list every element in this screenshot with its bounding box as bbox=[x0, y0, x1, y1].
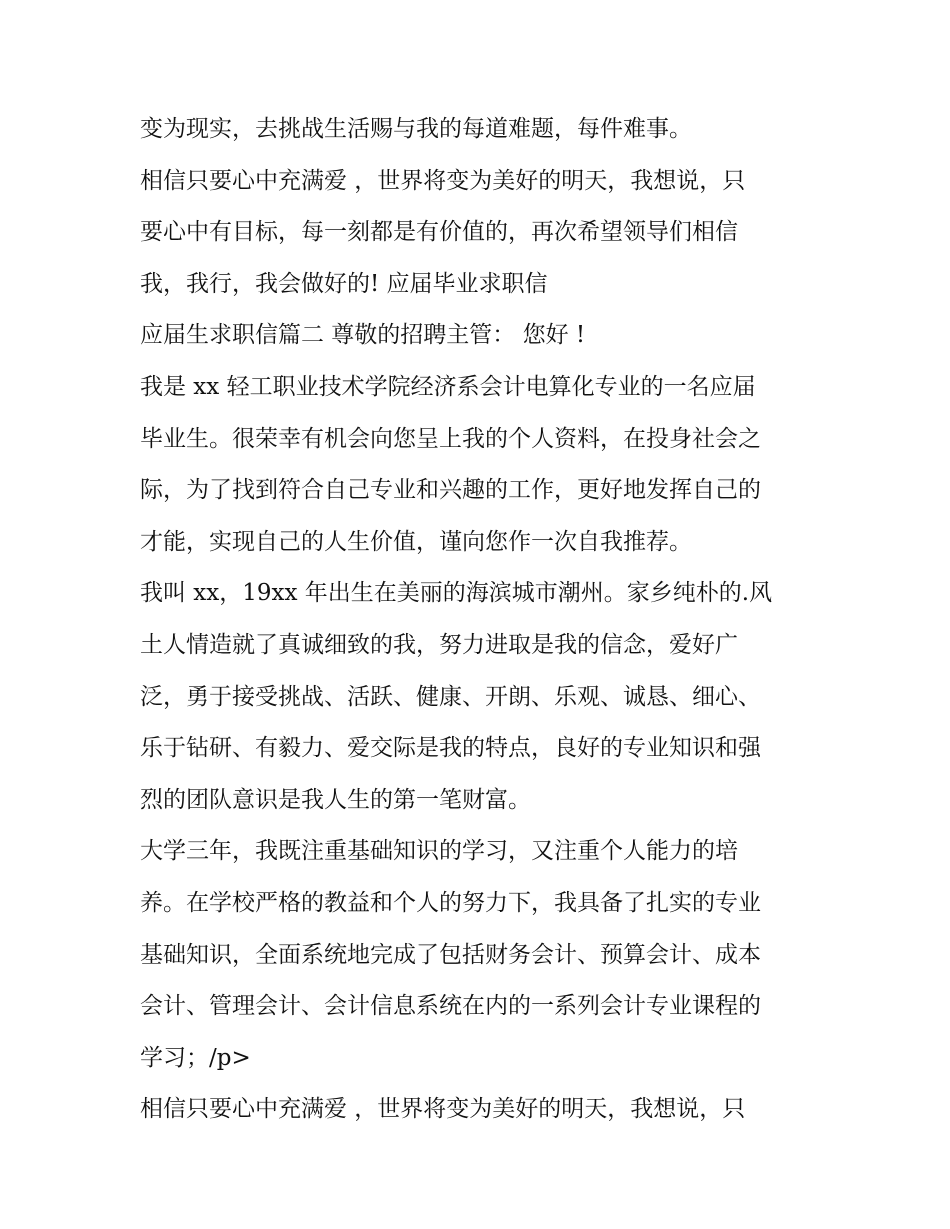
text-line: 乐于钻研、有毅力、爱交际是我的特点，良好的专业知识和强 bbox=[140, 735, 761, 762]
text-line: 烈的团队意识是我人生的第一笔财富。 bbox=[140, 786, 531, 813]
text-line: 相信只要心中充满爱 ，世界将变为美好的明天，我想说，只 bbox=[140, 167, 746, 194]
text-line: 会计、管理会计、会计信息系统在内的一系列会计专业课程的 bbox=[140, 993, 761, 1020]
text-line: 大学三年，我既注重基础知识的学习，又注重个人能力的培 bbox=[140, 838, 738, 865]
text-line: 我叫 xx，19xx 年出生在美丽的海滨城市潮州。家乡纯朴的.风 bbox=[140, 580, 773, 607]
text-line: 基础知识，全面系统地完成了包括财务会计、预算会计、成本 bbox=[140, 941, 761, 968]
section-heading-line: 应届生求职信篇二 尊敬的招聘主管： 您好 ! bbox=[140, 322, 586, 349]
text-line: 土人情造就了真诚细致的我，努力进取是我的信念，爱好广 bbox=[140, 631, 738, 658]
text-line: 变为现实，去挑战生活赐与我的每道难题，每件难事。 bbox=[140, 116, 692, 142]
text-line: 我是 xx 轻工职业技术学院经济系会计电算化专业的一名应届 bbox=[140, 373, 756, 400]
text-line: 养。在学校严格的教益和个人的努力下，我具备了扎实的专业 bbox=[140, 889, 761, 916]
text-line: 我，我行，我会做好的! 应届毕业求职信 bbox=[140, 270, 548, 297]
text-line: 际，为了找到符合自己专业和兴趣的工作，更好地发挥自己的 bbox=[140, 477, 761, 504]
text-line: 学习；/p> bbox=[140, 1044, 251, 1071]
body-text bbox=[140, 104, 820, 1136]
text-line: 相信只要心中充满爱 ，世界将变为美好的明天，我想说，只 bbox=[140, 1096, 746, 1123]
text-line: 要心中有目标，每一刻都是有价值的，再次希望领导们相信 bbox=[140, 219, 738, 246]
text-line: 才能，实现自己的人生价值，谨向您作一次自我推荐。 bbox=[140, 528, 692, 555]
text-line: 毕业生。很荣幸有机会向您呈上我的个人资料，在投身社会之 bbox=[140, 425, 761, 452]
text-line: 泛，勇于接受挑战、活跃、健康、开朗、乐观、诚恳、细心、 bbox=[140, 683, 761, 710]
